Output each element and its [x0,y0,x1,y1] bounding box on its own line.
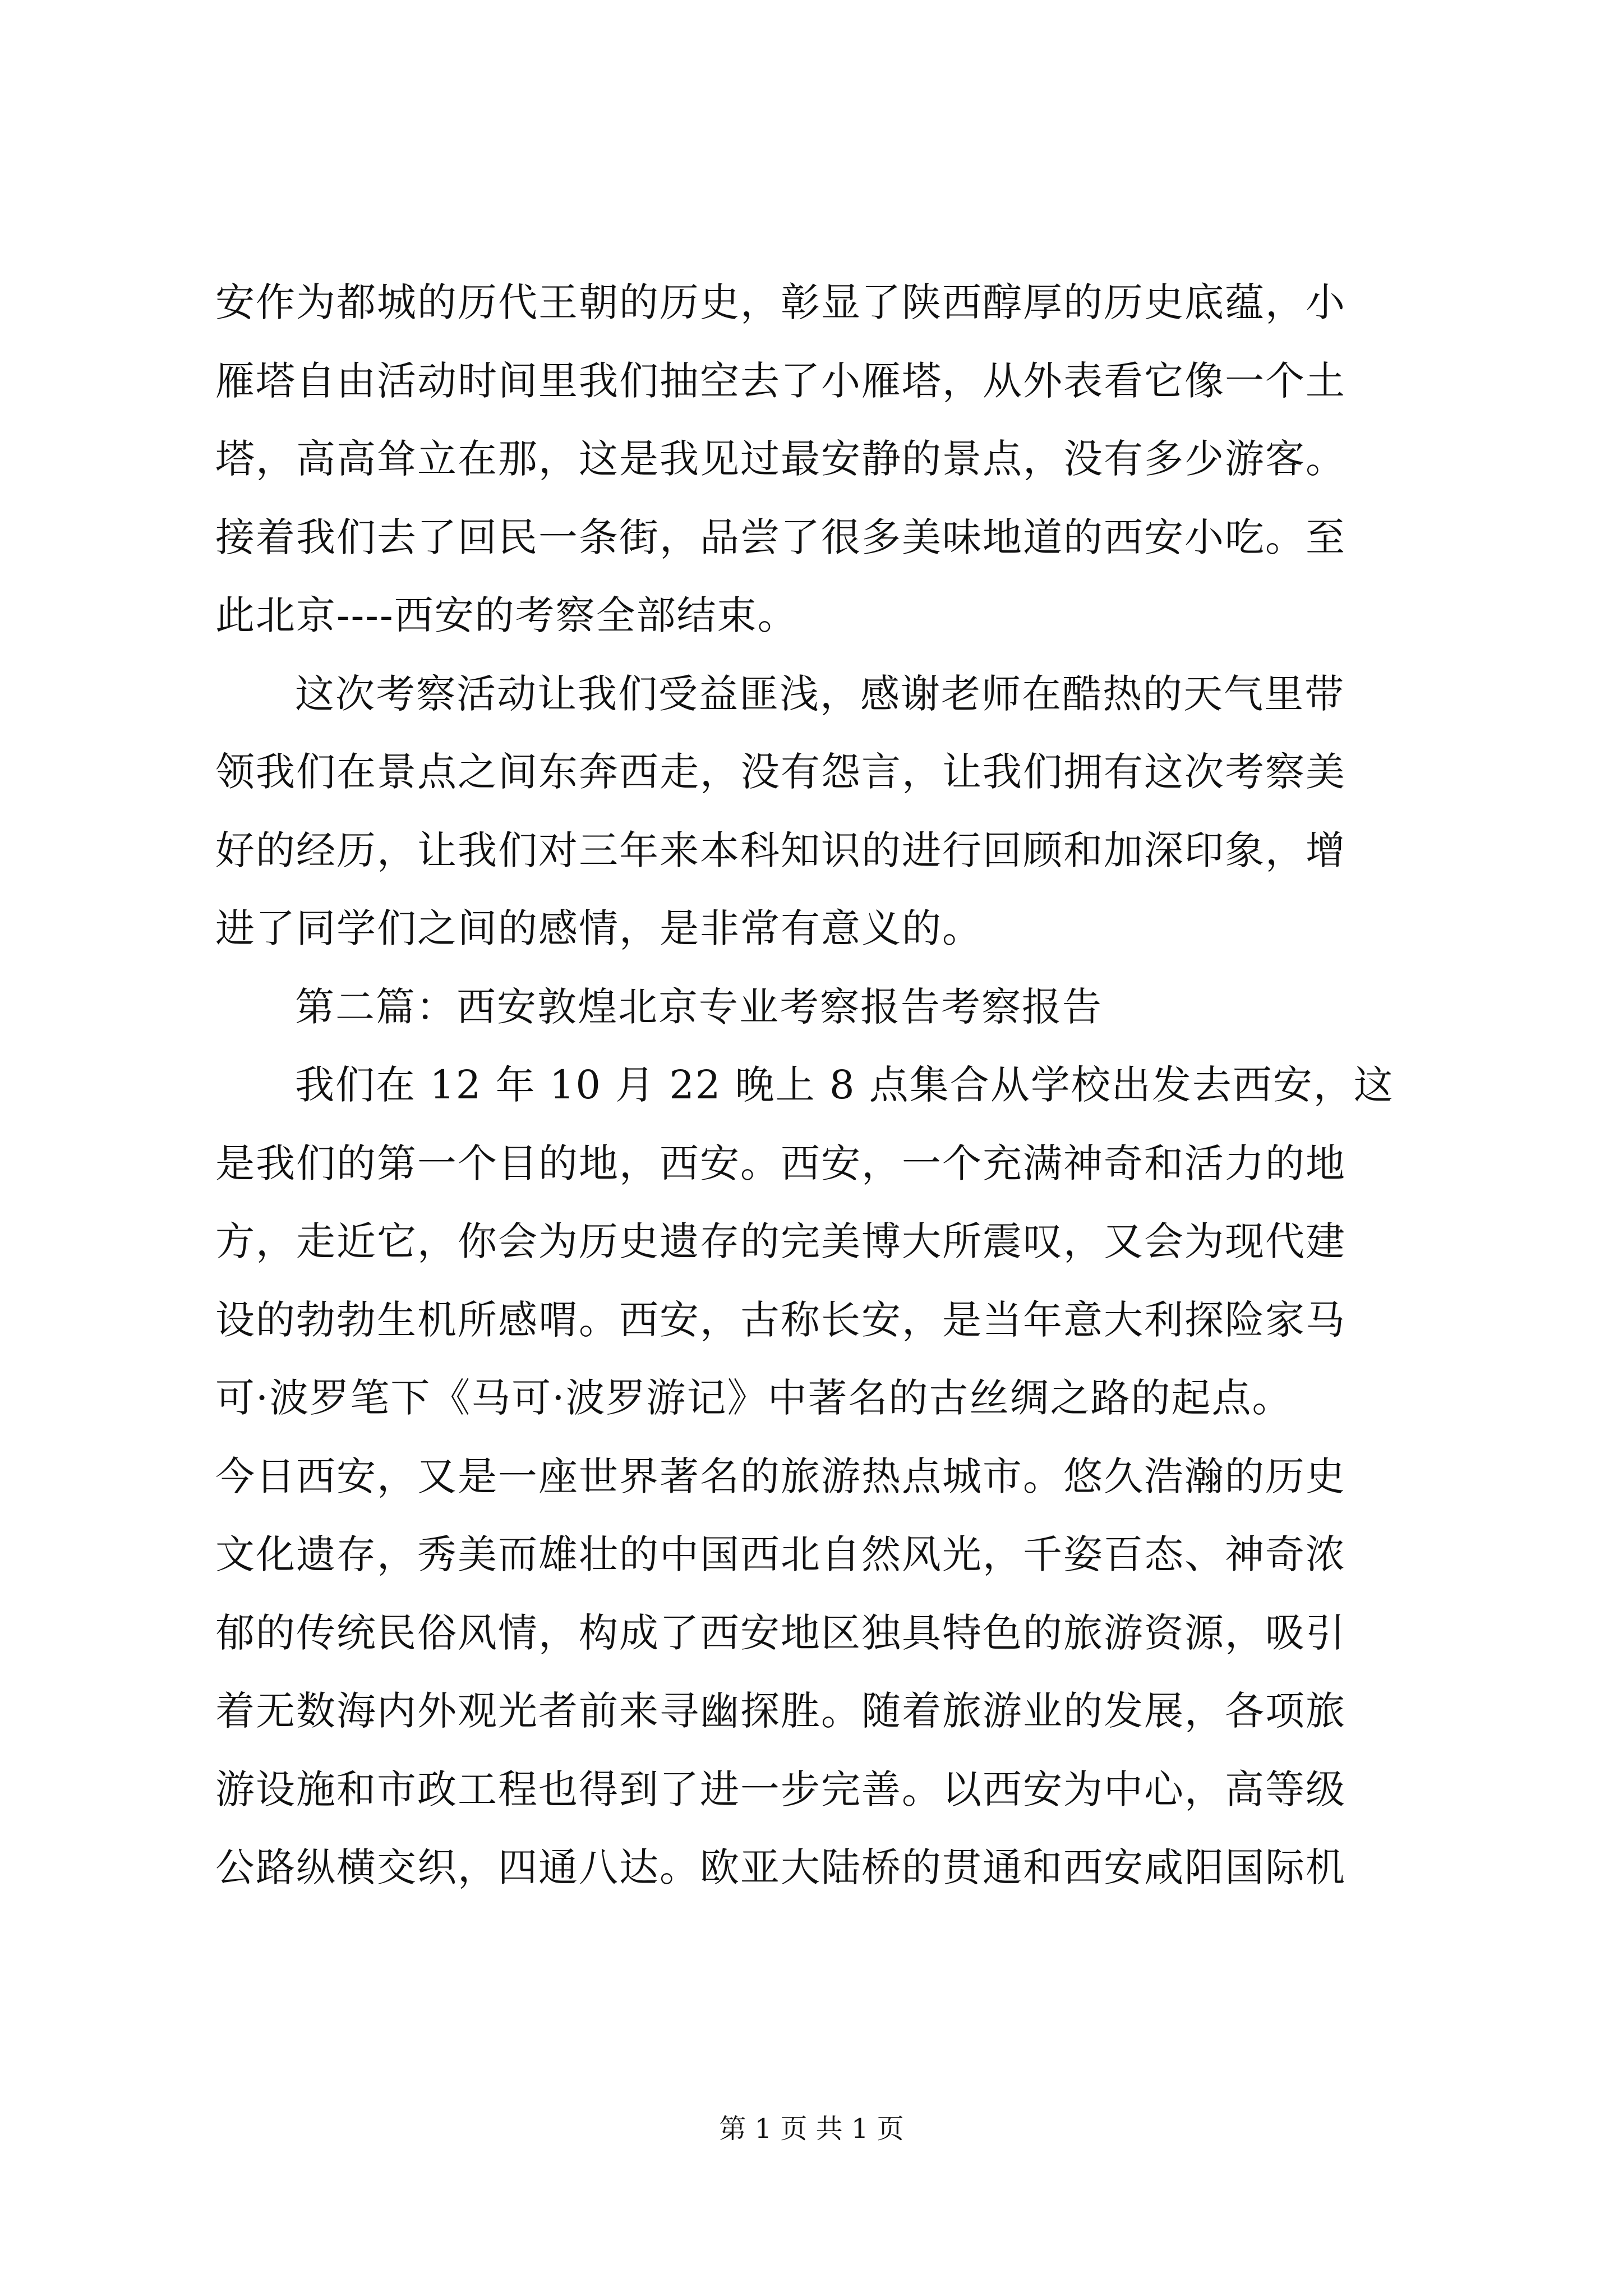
text-line: 设的勃勃生机所感喟。西安，古称长安，是当年意大利探险家马 [215,1296,1346,1343]
text-line: 领我们在景点之间东奔西走，没有怨言，让我们拥有这次考察美 [215,749,1346,795]
text-line: 游设施和市政工程也得到了进一步完善。以西安为中心，高等级 [215,1766,1346,1812]
text-line: 是我们的第一个目的地，西安。西安，一个充满神奇和活力的地 [215,1140,1346,1186]
text-line: 郁的传统民俗风情，构成了西安地区独具特色的旅游资源，吸引 [215,1609,1346,1656]
text-line: 可·波罗笔下《马可·波罗游记》中著名的古丝绸之路的起点。 [215,1375,1293,1421]
text-line: 进了同学们之间的感情，是非常有意义的。 [215,905,983,951]
text-line: 这次考察活动让我们受益匪浅，感谢老师在酷热的天气里带 [295,670,1345,717]
text-line: 此北京----西安的考察全部结束。 [215,592,798,638]
text-line: 文化遗存，秀美而雄壮的中国西北自然风光，千姿百态、神奇浓 [215,1531,1346,1577]
text-line: 安作为都城的历代王朝的历史，彰显了陕西醇厚的历史底蕴，小 [215,279,1346,325]
text-line: 雁塔自由活动时间里我们抽空去了小雁塔，从外表看它像一个土 [215,357,1346,404]
text-line: 接着我们去了回民一条街，品尝了很多美味地道的西安小吃。至 [215,514,1346,560]
text-line: 公路纵横交织，四通八达。欧亚大陆桥的贯通和西安咸阳国际机 [215,1844,1346,1890]
text-line: 方，走近它，你会为历史遗存的完美博大所震叹，又会为现代建 [215,1218,1346,1264]
text-line: 我们在 12 年 10 月 22 晚上 8 点集合从学校出发去西安，这 [295,1062,1394,1108]
text-line: 塔，高高耸立在那，这是我见过最安静的景点，没有多少游客。 [215,436,1346,482]
text-line: 今日西安，又是一座世界著名的旅游热点城市。悠久浩瀚的历史 [215,1453,1346,1499]
text-line: 好的经历，让我们对三年来本科知识的进行回顾和加深印象，增 [215,827,1346,873]
text-line: 着无数海内外观光者前来寻幽探胜。随着旅游业的发展，各项旅 [215,1688,1346,1734]
page-footer: 第 1 页 共 1 页 [719,2113,904,2145]
document-body [215,264,1415,1907]
section-heading: 第二篇：西安敦煌北京专业考察报告考察报告 [295,983,1103,1030]
